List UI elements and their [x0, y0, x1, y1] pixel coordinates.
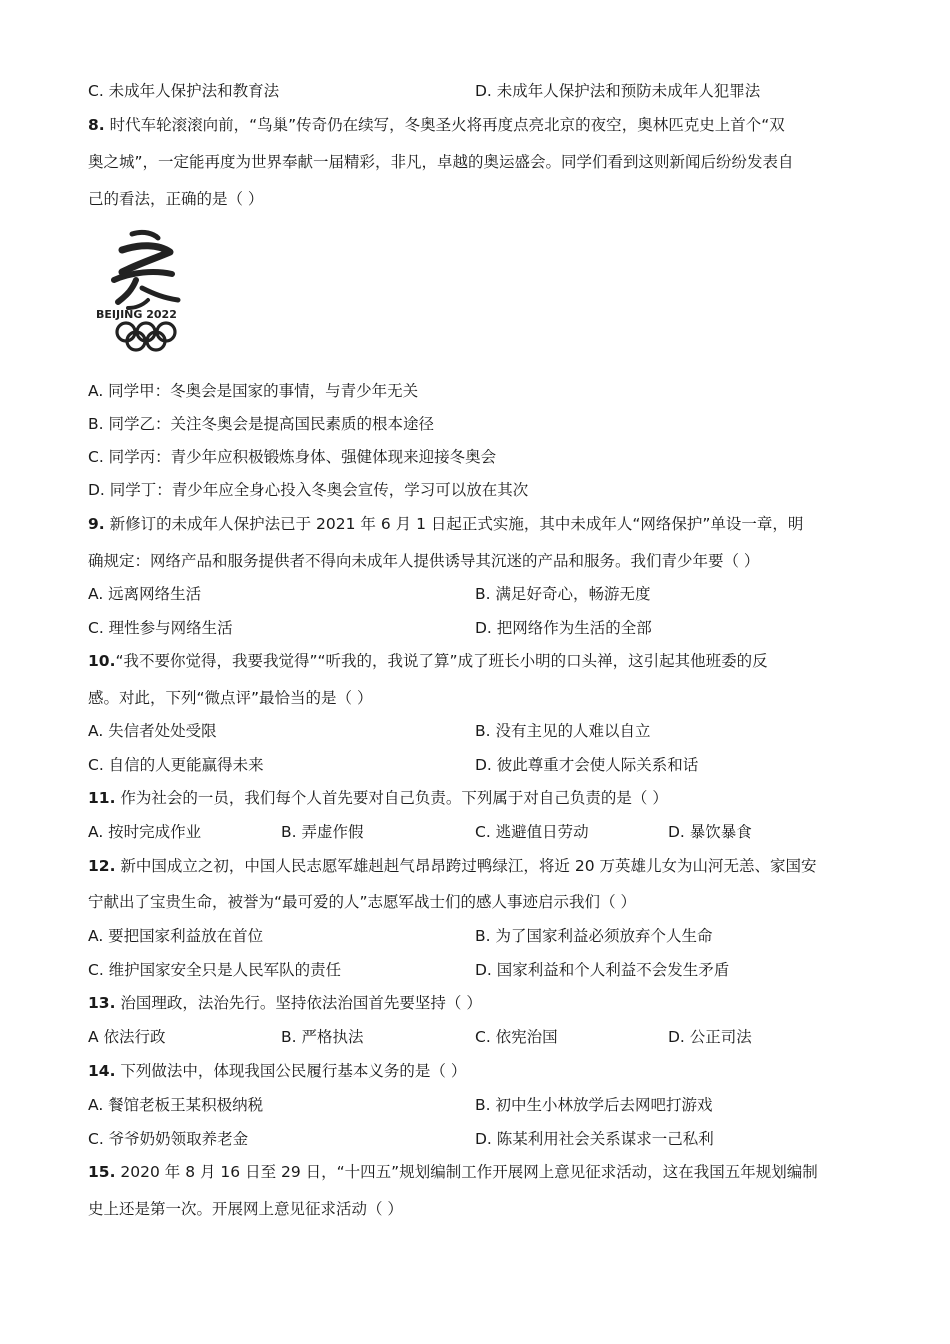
- logo-text: BEIJING 2022: [96, 308, 177, 321]
- q11-option-d: D. 暴饮暴食: [668, 823, 752, 841]
- q9-option-a: A. 远离网络生活: [88, 585, 202, 603]
- q13-option-a: A 依法行政: [88, 1028, 166, 1046]
- q14-option-b: B. 初中生小林放学后去网吧打游戏: [475, 1096, 713, 1114]
- prev-option-c: C. 未成年人保护法和教育法: [88, 82, 280, 100]
- q8-line-1: 8. 时代车轮滚滚向前，“鸟巢”传奇仍在续写，冬奥圣火将再度点亮北京的夜空，奥林匹克史上首个“双: [88, 116, 785, 134]
- beijing-2022-winter-olympics-logo: [92, 228, 204, 360]
- q8-option-d: D. 同学丁：青少年应全身心投入冬奥会宣传，学习可以放在其次: [88, 481, 529, 499]
- q14-option-d: D. 陈某利用社会关系谋求一己私利: [475, 1130, 714, 1148]
- q9-line-2: 确规定：网络产品和服务提供者不得向未成年人提供诱导其沉迷的产品和服务。我们青少年要（ ）: [88, 552, 760, 570]
- q10-number: 10.: [88, 652, 116, 670]
- q9-option-c: C. 理性参与网络生活: [88, 619, 233, 637]
- q12-option-a: A. 要把国家利益放在首位: [88, 927, 264, 945]
- q11-number: 11.: [88, 789, 116, 807]
- q13-option-c: C. 依宪治国: [475, 1028, 558, 1046]
- q11-line-1: 11. 作为社会的一员，我们每个人首先要对自己负责。下列属于对自己负责的是（ ）: [88, 789, 668, 807]
- q9-number: 9.: [88, 515, 105, 533]
- q8-line-3: 己的看法，正确的是（ ）: [88, 190, 264, 208]
- q8-number: 8.: [88, 116, 105, 134]
- q14-number: 14.: [88, 1062, 116, 1080]
- q15-number: 15.: [88, 1163, 116, 1181]
- q13-number: 13.: [88, 994, 116, 1012]
- q10-option-d: D. 彼此尊重才会使人际关系和话: [475, 756, 699, 774]
- q12-option-b: B. 为了国家利益必须放弃个人生命: [475, 927, 713, 945]
- q9-option-d: D. 把网络作为生活的全部: [475, 619, 652, 637]
- q14-option-c: C. 爷爷奶奶领取养老金: [88, 1130, 249, 1148]
- q13-line-1: 13. 治国理政，法治先行。坚持依法治国首先要坚持（ ）: [88, 994, 482, 1012]
- q11-option-b: B. 弄虚作假: [281, 823, 364, 841]
- q12-line-1: 12. 新中国成立之初，中国人民志愿军雄赳赳气昂昂跨过鸭绿江，将近 20 万英雄儿女为山河无恙、家国安: [88, 857, 817, 875]
- q8-option-b: B. 同学乙：关注冬奥会是提高国民素质的根本途径: [88, 415, 434, 433]
- q8-line-2: 奥之城”，一定能再度为世界奉献一届精彩，非凡，卓越的奥运盛会。同学们看到这则新闻后纷纷发表自: [88, 153, 794, 171]
- q14-line-1: 14. 下列做法中，体现我国公民履行基本义务的是（ ）: [88, 1062, 467, 1080]
- q10-line-1: 10.“我不要你觉得，我要我觉得”“听我的，我说了算”成了班长小明的口头禅，这引起其他班委的反: [88, 652, 768, 670]
- q8-option-a: A. 同学甲：冬奥会是国家的事情，与青少年无关: [88, 382, 419, 400]
- q10-option-b: B. 没有主见的人难以自立: [475, 722, 651, 740]
- q10-option-a: A. 失信者处处受限: [88, 722, 217, 740]
- q14-option-a: A. 餐馆老板王某积极纳税: [88, 1096, 264, 1114]
- q12-option-c: C. 维护国家安全只是人民军队的责任: [88, 961, 342, 979]
- q8-option-c: C. 同学丙：青少年应积极锻炼身体、强健体现来迎接冬奥会: [88, 448, 497, 466]
- q12-option-d: D. 国家利益和个人利益不会发生矛盾: [475, 961, 730, 979]
- prev-option-d: D. 未成年人保护法和预防未成年人犯罪法: [475, 82, 761, 100]
- q15-line-2: 史上还是第一次。开展网上意见征求活动（ ）: [88, 1200, 403, 1218]
- q10-option-c: C. 自信的人更能赢得未来: [88, 756, 264, 774]
- q12-number: 12.: [88, 857, 116, 875]
- q13-option-b: B. 严格执法: [281, 1028, 364, 1046]
- q11-option-a: A. 按时完成作业: [88, 823, 202, 841]
- q11-option-c: C. 逃避值日劳动: [475, 823, 589, 841]
- q9-line-1: 9. 新修订的未成年人保护法已于 2021 年 6 月 1 日起正式实施，其中未成年人“网络保护”单设一章，明: [88, 515, 804, 533]
- q13-option-d: D. 公正司法: [668, 1028, 752, 1046]
- q15-line-1: 15. 2020 年 8 月 16 日至 29 日，“十四五”规划编制工作开展网上意见征求活动，这在我国五年规划编制: [88, 1163, 818, 1181]
- q10-line-2: 感。对此，下列“微点评”最恰当的是（ ）: [88, 689, 373, 707]
- q12-line-2: 宁献出了宝贵生命，被誉为“最可爱的人”志愿军战士们的感人事迹启示我们（ ）: [88, 893, 636, 911]
- q9-option-b: B. 满足好奇心，畅游无度: [475, 585, 651, 603]
